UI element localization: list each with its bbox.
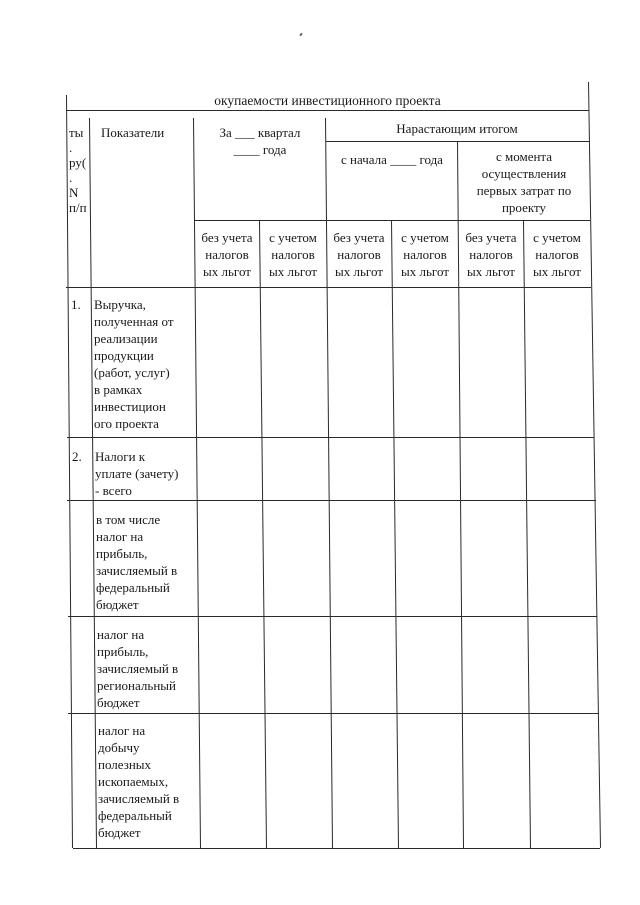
row-1-label: Выручка, полученная от реализации продукции (работ, услуг) в рамках инвестицион ого проекта — [94, 297, 174, 431]
header-cumulative: Нарастающим итогом — [396, 121, 518, 136]
header-row-number: ты . ру( . N п/п — [69, 125, 87, 215]
table-line-title-bottom — [66, 110, 589, 111]
row-5-label: налог на добычу полезных ископаемых, зачисляемый в федеральный бюджет — [98, 723, 180, 840]
table-line-row-1 — [67, 437, 594, 438]
table-line-bottom — [73, 848, 600, 849]
table-line-right — [588, 82, 601, 848]
sub-without-benefits-2: без учета налогов ых льгот — [333, 230, 385, 279]
table-title: окупаемости инвестиционного проекта — [214, 93, 441, 108]
header-quarter: За ___ квартал ____ года — [219, 125, 301, 157]
scan-speck — [299, 33, 302, 37]
header-project-start: с момента осуществления первых затрат по проекту — [476, 149, 572, 215]
row-3-label: в том числе налог на прибыль, зачисляемый в федеральный бюджет — [96, 512, 178, 612]
table-line-row-4 — [68, 713, 598, 714]
table-line-sub-1 — [259, 220, 267, 848]
header-year-start: с начала ____ года — [341, 152, 443, 167]
row-2-number: 2. — [72, 449, 82, 464]
sub-with-benefits-3: с учетом налогов ых льгот — [533, 230, 581, 279]
sub-with-benefits-1: с учетом налогов ых льгот — [269, 230, 317, 279]
row-1-number: 1. — [71, 297, 81, 312]
table-line-sub-3 — [391, 220, 399, 848]
table-line-row-2 — [67, 500, 596, 501]
table-line-header-bottom — [66, 287, 591, 288]
sub-with-benefits-2: с учетом налогов ых льгот — [401, 230, 449, 279]
table-line-subheader-top — [195, 220, 590, 221]
row-4-label: налог на прибыль, зачисляемый в региональный бюджет — [97, 627, 179, 710]
table-line-col-cumulative — [325, 118, 333, 848]
header-indicators: Показатели — [101, 125, 165, 140]
row-2-label: Налоги к уплате (зачету) - всего — [95, 449, 179, 498]
sub-without-benefits-3: без учета налогов ых льгот — [465, 230, 517, 279]
table-line-row-3 — [68, 616, 597, 617]
table-line-sub-5 — [523, 220, 531, 848]
sub-without-benefits-1: без учета налогов ых льгот — [201, 230, 253, 279]
